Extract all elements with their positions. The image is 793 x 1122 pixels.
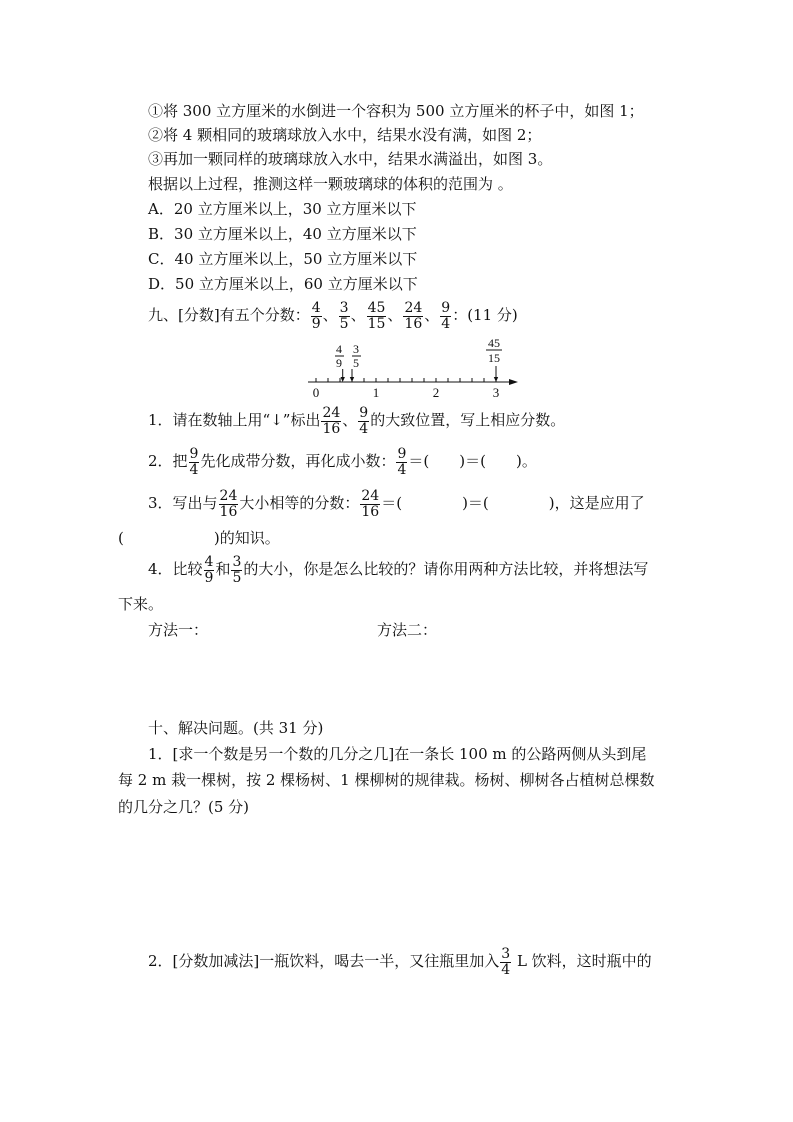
section9-q4-continuation: 下来。 [118,595,164,613]
fraction-24-16: $\frac{24}{16}$ [361,487,380,520]
mark-45-15 [486,336,502,382]
step-1: ①将 300 立方厘米的水倒进一个容积为 500 立方厘米的杯子中，如图 1； [148,102,644,120]
fraction-3-5: $\frac{3}{5}$ [232,553,242,586]
step-3: ③再加一颗同样的玻璃球放入水中，结果水满溢出，如图 3。 [148,150,553,168]
section10-q1-line2: 每 2 m 栽一棵树，按 2 棵杨树、1 棵柳树的规律栽。杨树、柳树各占植树总棵数 [118,771,655,789]
fraction-9-4: $\frac{9}{4}$ [441,299,451,332]
tick-label-3: 3 [492,385,500,400]
mark-3-5 [350,342,361,382]
answer-blanks[interactable]: ＝( )＝( )。 [408,452,537,470]
section9-title: 九、[分数]有五个分数： $\frac{4}{9}$ 、 $\frac{3}{5}$ 、 $\frac{45}{15}$ 、 $\frac{24}{16}$ 、 $\frac{9}{4}$ ：(11 分) [148,299,518,332]
fraction-24-16: $\frac{24}{16}$ [404,299,423,332]
section9-title-prefix: 九、[分数]有五个分数： [148,306,310,324]
svg-text:4: 4 [336,342,342,356]
svg-text:3: 3 [353,342,359,356]
fraction-4-9: $\frac{4}{9}$ [204,553,214,586]
step-2: ②将 4 颗相同的玻璃球放入水中，结果水没有满，如图 2； [148,126,542,144]
method-two-label: 方法二： [377,621,438,639]
svg-text:5: 5 [353,356,359,370]
tick-label-2: 2 [432,385,440,400]
option-d: D．50 立方厘米以上，60 立方厘米以下 [148,275,418,293]
fraction-9-4: $\frac{9}{4}$ [189,445,199,478]
svg-text:9: 9 [336,356,342,370]
section9-q3: 3．写出与 $\frac{24}{16}$ 大小相等的分数： $\frac{24}{16}$ ＝( )＝( )，这是应用了 [148,487,645,520]
section9-q4: 4．比较 $\frac{4}{9}$ 和 $\frac{3}{5}$ 的大小，你是怎么比较的？请你用两种方法比较，并将想法写 [148,553,649,586]
option-b: B．30 立方厘米以上，40 立方厘米以下 [148,225,417,243]
section9-q3-continuation[interactable]: ( )的知识。 [118,529,280,547]
fraction-9-4: $\frac{9}{4}$ [397,445,407,478]
section10-q1-line3: 的几分之几？(5 分) [118,798,250,816]
mark-4-9 [335,342,345,382]
number-line [300,336,530,402]
fraction-3-5: $\frac{3}{5}$ [339,299,349,332]
answer-blanks[interactable]: ＝( )＝( )，这是应用了 [381,494,645,512]
section10-q1-line1: 1．[求一个数是另一个数的几分之几]在一条长 100 m 的公路两侧从头到尾 [148,745,647,763]
section9-q1: 1．请在数轴上用“↓”标出 $\frac{24}{16}$ 、 $\frac{9}{4}$ 的大致位置，写上相应分数。 [148,404,566,437]
fraction-4-9: $\frac{4}{9}$ [311,299,321,332]
section9-q2: 2．把 $\frac{9}{4}$ 先化成带分数，再化成小数： $\frac{9}{4}$ ＝( )＝( )。 [148,445,537,478]
option-a: A．20 立方厘米以上，30 立方厘米以下 [148,200,417,218]
number-line-arrowhead [509,379,518,385]
section10-q2: 2．[分数加减法]一瓶饮料，喝去一半，又往瓶里加入 $\frac{3}{4}$ L 饮料，这时瓶中的 [148,945,652,978]
option-c: C．40 立方厘米以上，50 立方厘米以下 [148,250,418,268]
svg-text:45: 45 [488,336,500,350]
question-text: 根据以上过程，推测这样一颗玻璃球的体积的范围为 。 [148,175,513,193]
svg-text:15: 15 [488,351,500,365]
tick-label-1: 1 [372,385,380,400]
fraction-45-15: $\frac{45}{15}$ [367,299,386,332]
fraction-24-16: $\frac{24}{16}$ [322,404,341,437]
tick-label-0: 0 [312,385,320,400]
section10-title: 十、解决问题。(共 31 分) [148,719,324,737]
fraction-3-4: $\frac{3}{4}$ [501,945,511,978]
fraction-9-4: $\frac{9}{4}$ [359,404,369,437]
fraction-24-16: $\frac{24}{16}$ [219,487,238,520]
method-one-label: 方法一： [148,621,209,639]
